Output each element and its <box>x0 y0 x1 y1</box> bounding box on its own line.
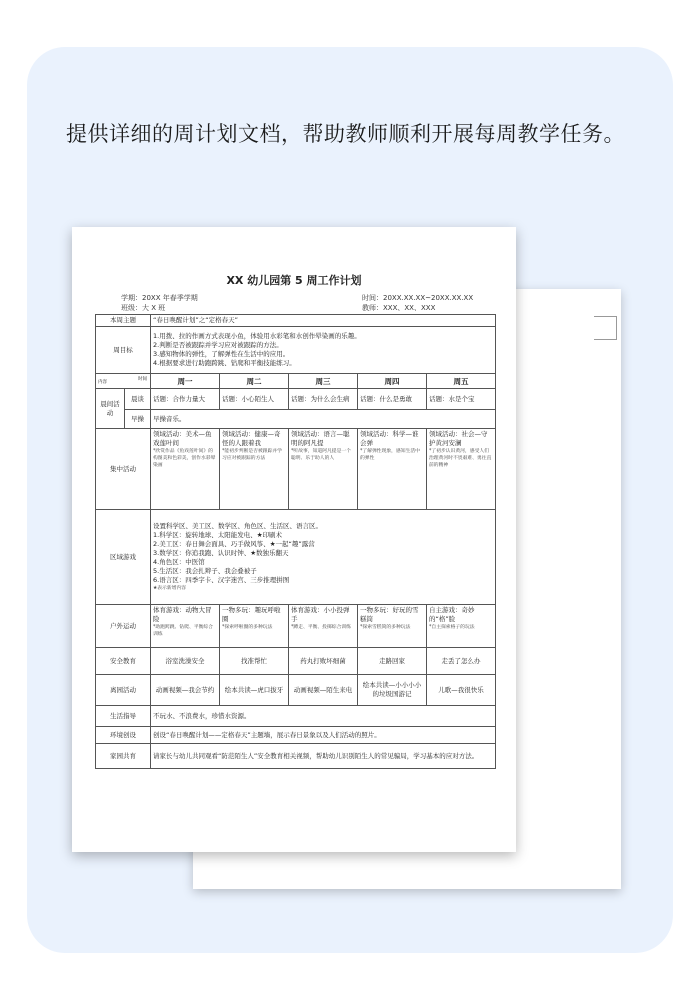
group-note: *了解弹性现象，感知生活中的弹性 <box>360 449 420 461</box>
group-cell <box>220 429 289 510</box>
group-cell <box>427 429 496 510</box>
outdoor-label: 户外运动 <box>96 605 151 648</box>
life-label: 生活指导 <box>96 706 151 727</box>
exercise-label: 早操 <box>125 410 151 429</box>
semester: 学期：20XX 年春季学期 <box>121 294 198 302</box>
goal-item: 3.感知物体的弹性，了解弹性在生活中的应用。 <box>153 350 290 358</box>
group-note: *了初步认识黄河，感受人们治理黄河时不畏艰难、勇往直前的精神 <box>429 449 492 468</box>
talk-cell: 话题：水是个宝 <box>427 389 496 410</box>
exercise-value: 早操音乐。 <box>151 410 496 429</box>
corner-content-label: 内容 <box>98 380 107 385</box>
group-title: 领域活动：科学—谁会弹 <box>360 430 419 447</box>
safety-label: 安全教育 <box>96 648 151 675</box>
morning-label: 晨间活动 <box>96 389 125 429</box>
class-name: 班级：大 X 班 <box>121 304 166 312</box>
time-range: 时间：20XX.XX.XX~20XX.XX.XX <box>362 294 474 302</box>
group-cell <box>151 429 220 510</box>
outdoor-note: *自主探索格子的玩法 <box>429 625 475 630</box>
leave-cell: 动画视频—我会节约 <box>151 675 220 706</box>
area-item: 设置科学区、美工区、数学区、角色区、生活区、语言区。 <box>153 522 322 530</box>
back-page-table-edge <box>594 316 617 340</box>
outdoor-cell <box>151 605 220 648</box>
corner-time-label: 时间 <box>138 377 147 382</box>
teachers: 教师：XXX、XX、XXX <box>362 304 436 312</box>
day-header: 周四 <box>358 374 427 389</box>
talk-cell: 话题：为什么会生病 <box>289 389 358 410</box>
talk-cell: 话题：合作力量大 <box>151 389 220 410</box>
goal-item: 2.判断是否被跟踪并学习应对被跟踪的方法。 <box>153 341 283 349</box>
home-row <box>96 744 496 769</box>
headline: 提供详细的周计划文档，帮助教师顺利开展每周教学任务。 <box>66 122 625 146</box>
area-note: ★表示新增内容 <box>153 586 187 591</box>
outdoor-note: *助跑跨跳、钻爬、平衡综合训练 <box>153 625 213 637</box>
group-title: 领域活动：社会—守护黄河安澜 <box>429 430 488 447</box>
leave-cell: 儿歌—我很快乐 <box>427 675 496 706</box>
outdoor-cell <box>220 605 289 648</box>
goal-item: 4.根据要求进行助跑跨跳、钻爬和平衡技能练习。 <box>153 359 296 367</box>
home-value: 请家长与幼儿共同观看“防范陌生人”安全教育相关视频，帮助幼儿识别陌生人的常见骗局，学习基本的应对方法。 <box>151 744 496 769</box>
outdoor-row <box>96 605 496 648</box>
talk-cell: 话题：小心陌生人 <box>220 389 289 410</box>
environment-row <box>96 727 496 744</box>
env-label: 环境创设 <box>96 727 151 744</box>
plan-document <box>72 227 516 852</box>
theme-label: 本周主题 <box>96 315 151 327</box>
outdoor-note: *蹲走、平衡、投掷综合训练 <box>291 625 351 630</box>
goal-row <box>96 327 496 374</box>
document-title: XX 幼儿园第 5 周工作计划 <box>226 274 362 287</box>
outdoor-note: *探索呼啦圈的多种玩法 <box>222 625 273 630</box>
group-cell <box>289 429 358 510</box>
header-corner <box>96 374 151 389</box>
group-title: 领域活动：健康—奇怪的人跟着我 <box>222 430 281 447</box>
talk-cell: 话题：什么是勇敢 <box>358 389 427 410</box>
group-note: *欣赏作品《鱼戏莲叶间》的构图美和色彩美，创作水彩晕染画 <box>153 449 216 468</box>
life-value: 不玩水、不浪费水，珍惜水资源。 <box>151 706 496 727</box>
safety-row <box>96 648 496 675</box>
safety-cell: 走丢了怎么办 <box>427 648 496 675</box>
day-header: 周五 <box>427 374 496 389</box>
home-label: 家园共育 <box>96 744 151 769</box>
safety-cell: 浴室洗澡安全 <box>151 648 220 675</box>
day-header: 周二 <box>220 374 289 389</box>
area-item: 2.美工区：春日舞会面具、巧手做风筝、★一起“趣”露营 <box>153 540 315 548</box>
group-activity-row <box>96 429 496 510</box>
day-header-row <box>96 374 496 389</box>
safety-cell: 药丸打败坏细菌 <box>289 648 358 675</box>
talk-label: 晨谈 <box>125 389 151 410</box>
group-note: *听故事，知道阿凡提是一个聪明、乐于助人的人 <box>291 449 351 461</box>
goal-label: 周目标 <box>96 327 151 374</box>
day-header: 周三 <box>289 374 358 389</box>
area-games-row <box>96 510 496 605</box>
outdoor-title: 自主游戏：奇妙的“格”脸 <box>429 606 475 623</box>
env-value: 创设“春日唤醒计划——定格春天”主题墙，展示春日景象以及人们活动的照片。 <box>151 727 496 744</box>
area-item: 5.生活区：我会扎辫子、我会叠被子 <box>153 567 257 575</box>
exercise-row <box>96 410 496 429</box>
outdoor-note: *探索雪糕筒的多种玩法 <box>360 625 411 630</box>
theme-row <box>96 315 496 327</box>
group-title: 领域活动：语言—聪明的阿凡提 <box>291 430 350 447</box>
area-item: 6.语言区：四季字卡、汉字迷宫、三步推理拼图 <box>153 576 290 584</box>
morning-talk-row <box>96 389 496 410</box>
theme-value: “春日唤醒计划”之“定格春天” <box>151 315 496 327</box>
outdoor-title: 一物多玩：好玩的雪糕筒 <box>360 606 419 623</box>
goal-item: 1.用拨、拉的作画方式表现小鱼，体验用水彩笔和水创作晕染画的乐趣。 <box>153 332 361 340</box>
area-item: 3.数学区：你追我跑、认识时钟、★数独乐翻天 <box>153 549 289 557</box>
group-title: 领域活动：美术—鱼戏莲叶间 <box>153 430 212 447</box>
leave-cell: 绘本共读—虎口拔牙 <box>220 675 289 706</box>
group-cell <box>358 429 427 510</box>
outdoor-cell <box>358 605 427 648</box>
safety-cell: 走路回家 <box>358 648 427 675</box>
group-label: 集中活动 <box>96 429 151 510</box>
outdoor-title: 体育游戏：动物大冒险 <box>153 606 212 623</box>
area-item: 4.角色区：中医馆 <box>153 558 205 566</box>
group-note: *能初步判断是否被跟踪并学习应对被跟踪的方法 <box>222 449 282 461</box>
outdoor-title: 一物多玩：趣玩呼啦圈 <box>222 606 281 623</box>
outdoor-title: 体育游戏：小小投弹手 <box>291 606 350 623</box>
life-row <box>96 706 496 727</box>
day-header: 周一 <box>151 374 220 389</box>
leave-label: 离园活动 <box>96 675 151 706</box>
outdoor-cell <box>427 605 496 648</box>
leave-row <box>96 675 496 706</box>
weekly-plan-table <box>95 314 496 769</box>
safety-cell: 找准帮忙 <box>220 648 289 675</box>
area-label: 区域游戏 <box>96 510 151 605</box>
leave-cell: 动画视频—陌生来电 <box>289 675 358 706</box>
area-item: 1.科学区：旋转地球、太阳能发电、★印刷术 <box>153 531 283 539</box>
outdoor-cell <box>289 605 358 648</box>
leave-cell: 绘本共读—小小小小的垃圾国游记 <box>358 675 427 706</box>
